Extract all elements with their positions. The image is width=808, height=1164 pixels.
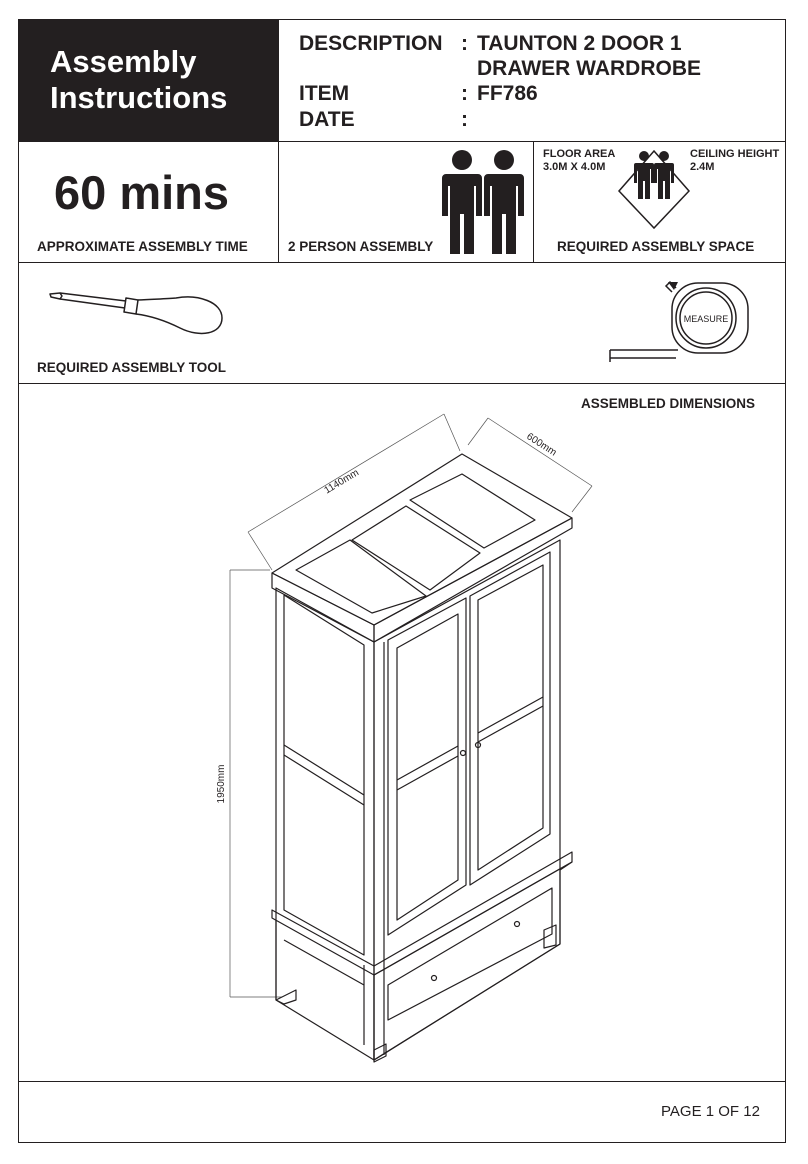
tape-measure-label: MEASURE: [683, 314, 729, 324]
tool-caption: REQUIRED ASSEMBLY TOOL: [37, 360, 227, 375]
assembly-time: 60 mins: [54, 166, 230, 219]
assembly-space-caption: REQUIRED ASSEMBLY SPACE: [557, 239, 755, 254]
date-label: DATE: [299, 108, 355, 131]
description-colon: :: [461, 32, 468, 55]
depth-dimension: 600mm: [524, 431, 559, 459]
item-colon: :: [461, 82, 468, 105]
height-dimension: 1950mm: [216, 764, 227, 804]
dimensions-caption: ASSEMBLED DIMENSIONS: [581, 396, 756, 411]
date-colon: :: [461, 108, 468, 131]
title-line-1: Assembly: [50, 44, 197, 79]
description-label: DESCRIPTION: [299, 32, 443, 55]
ceiling-height-label: CEILING HEIGHT: [690, 148, 780, 160]
floor-area-value: 3.0M X 4.0M: [543, 161, 606, 173]
person-caption: 2 PERSON ASSEMBLY: [288, 239, 434, 254]
page-number: PAGE 1 OF 12: [661, 1103, 760, 1120]
floor-area-label: FLOOR AREA: [543, 148, 616, 160]
item-value: FF786: [477, 82, 538, 105]
description-value-line-1: TAUNTON 2 DOOR 1: [477, 32, 682, 55]
description-value-line-2: DRAWER WARDROBE: [477, 57, 701, 80]
title-line-2: Instructions: [50, 80, 228, 115]
width-dimension: 1140mm: [322, 467, 361, 497]
ceiling-height-value: 2.4M: [690, 161, 715, 173]
item-label: ITEM: [299, 82, 350, 105]
assembly-time-caption: APPROXIMATE ASSEMBLY TIME: [37, 239, 248, 254]
